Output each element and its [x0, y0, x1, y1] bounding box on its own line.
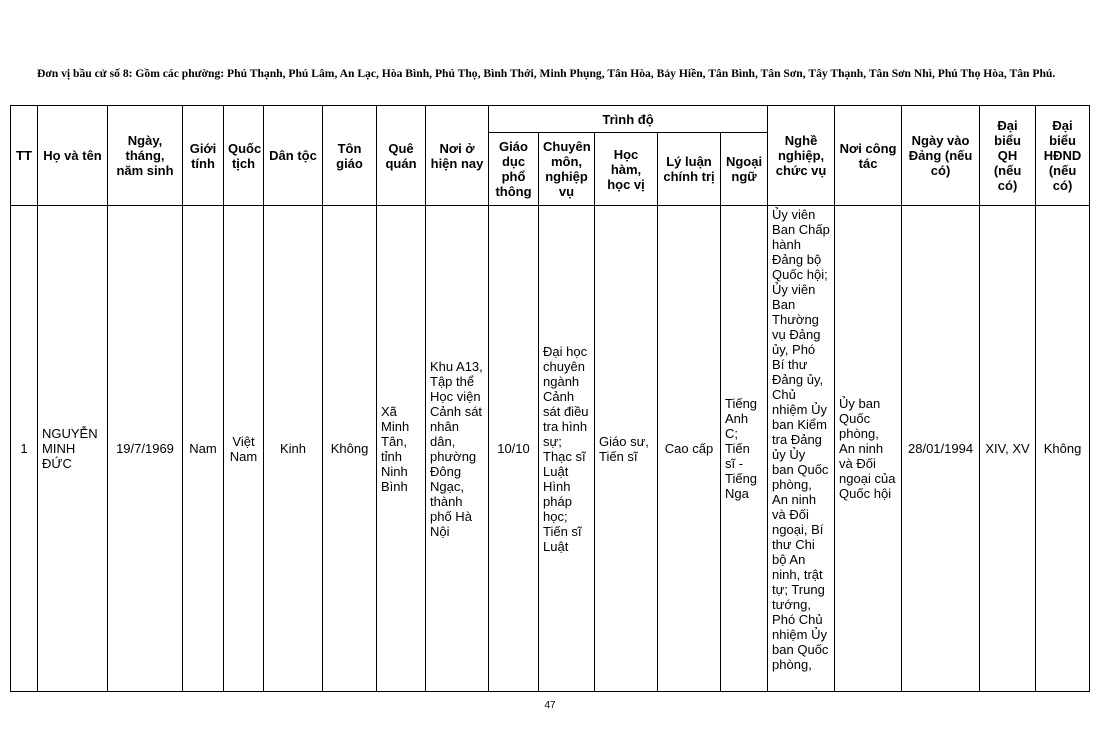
cell-nationality: Việt Nam	[224, 206, 264, 692]
cell-na-delegate: XIV, XV	[980, 206, 1036, 692]
header-residence: Nơi ở hiện nay	[426, 106, 489, 206]
header-dob: Ngày, tháng, năm sinh	[108, 106, 183, 206]
cell-occupation	[768, 206, 835, 692]
header-general-education: Giáo dục phổ thông	[489, 133, 539, 206]
header-name: Họ và tên	[38, 106, 108, 206]
header-workplace: Nơi công tác	[835, 106, 902, 206]
cell-name: NGUYỄN MINH ĐỨC	[38, 206, 108, 692]
cell-foreign-language: Tiếng Anh C; Tiến sĩ - Tiếng Nga	[721, 206, 768, 692]
header-nationality: Quốc tịch	[224, 106, 264, 206]
cell-specialization: Đại học chuyên ngành Cảnh sát điều tra hình sự; Thạc sĩ Luật Hình pháp học; Tiến sĩ Luật	[539, 206, 595, 692]
cell-party-date: 28/01/1994	[902, 206, 980, 692]
header-na-delegate: Đại biểu QH (nếu có)	[980, 106, 1036, 206]
header-academic-title: Học hàm, học vị	[595, 133, 658, 206]
cell-general-education: 10/10	[489, 206, 539, 692]
cell-council-delegate: Không	[1036, 206, 1090, 692]
page-number: 47	[544, 700, 556, 711]
header-specialization: Chuyên môn, nghiệp vụ	[539, 133, 595, 206]
cell-ethnicity: Kinh	[264, 206, 323, 692]
cell-tt: 1	[11, 206, 38, 692]
cell-hometown: Xã Minh Tân, tỉnh Ninh Bình	[377, 206, 426, 692]
cell-gender: Nam	[183, 206, 224, 692]
header-occupation: Nghề nghiệp, chức vụ	[768, 106, 835, 206]
header-gender: Giới tính	[183, 106, 224, 206]
header-hometown: Quê quán	[377, 106, 426, 206]
header-political-theory: Lý luận chính trị	[658, 133, 721, 206]
cell-occupation-text: Ủy viên Ban Chấp hành Đảng bộ Quốc hội; Ủy viên Ban Thường vụ Đảng ủy, Phó Bí thư Đảng ủy, Chủ nhiệm Ủy ban Kiểm tra Đảng ủy Ủy ban Quốc phòng, An ninh và Đối ngoại, Bí thư Chi bộ An ninh, trật tự; Trung tướng, Phó Chủ nhiệm Ủy ban Quốc phòng,	[772, 207, 830, 672]
header-religion: Tôn giáo	[323, 106, 377, 206]
cell-residence: Khu A13, Tập thể Học viện Cảnh sát nhân dân, phường Đông Ngạc, thành phố Hà Nội	[426, 206, 489, 692]
table-row	[11, 206, 1090, 692]
header-row-top	[11, 106, 1090, 133]
cell-political-theory: Cao cấp	[658, 206, 721, 692]
cell-religion: Không	[323, 206, 377, 692]
header-party-date: Ngày vào Đảng (nếu có)	[902, 106, 980, 206]
header-ethnicity: Dân tộc	[264, 106, 323, 206]
cell-academic-title: Giáo sư, Tiến sĩ	[595, 206, 658, 692]
cell-workplace: Ủy ban Quốc phòng, An ninh và Đối ngoại của Quốc hội	[835, 206, 902, 692]
header-tt: TT	[11, 106, 38, 206]
header-council-delegate: Đại biểu HĐND (nếu có)	[1036, 106, 1090, 206]
cell-dob: 19/7/1969	[108, 206, 183, 692]
candidate-table	[10, 105, 1090, 692]
electoral-unit-caption: Đơn vị bầu cử số 8: Gồm các phường: Phú Thạnh, Phú Lâm, An Lạc, Hòa Bình, Phú Thọ, Bình Thới, Minh Phụng, Tân Hòa, Bảy Hiền, Tân Bình, Tân Sơn, Tây Thạnh, Tân Sơn Nhì, Phú Thọ Hòa, Tân Phú.	[37, 67, 1056, 80]
header-education-group: Trình độ	[489, 106, 768, 133]
header-foreign-language: Ngoại ngữ	[721, 133, 768, 206]
